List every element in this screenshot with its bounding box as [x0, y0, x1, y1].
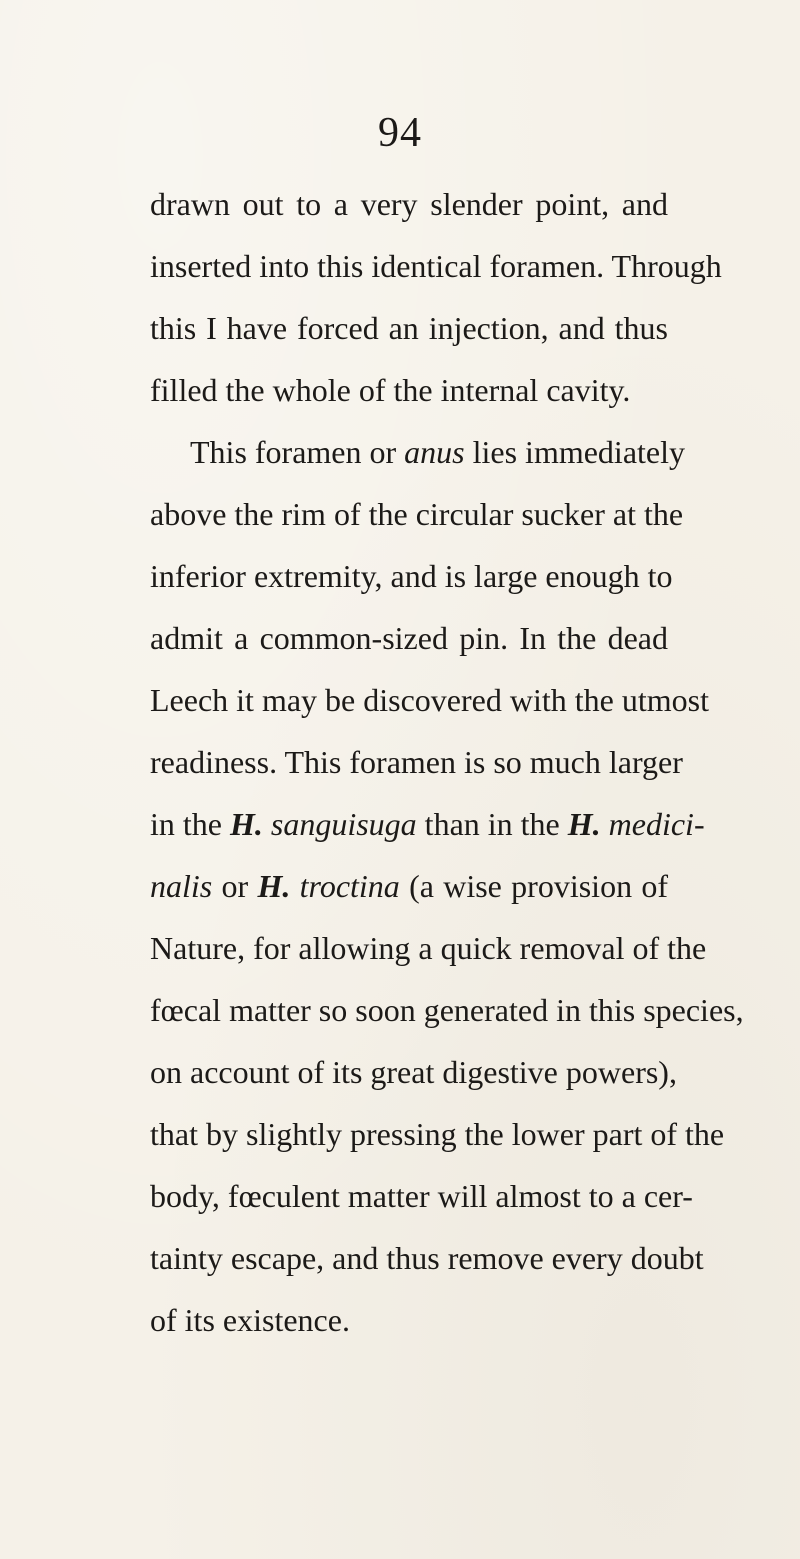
text-line: tainty escape, and thus remove every doubt [150, 1240, 704, 1276]
text-line: that by slightly pressing the lower part of the [150, 1116, 725, 1152]
body-text [150, 178, 744, 1356]
text-line: above the rim of the circular sucker at the [150, 496, 684, 532]
text-run [290, 868, 299, 904]
text-line: drawn out to a very slender point, and [150, 186, 668, 222]
text-run: in the [150, 806, 230, 842]
text-run: than in the [416, 806, 568, 842]
text-line: Nature, for allowing a quick removal of the [150, 930, 707, 966]
text-run: or [212, 868, 258, 904]
text-line: on account of its great digestive powers), [150, 1054, 677, 1090]
text-run: This foramen or [190, 434, 405, 470]
text-line [150, 798, 705, 860]
text-line: readiness. This foramen is so much larger [150, 744, 683, 780]
text-line: of its existence. [150, 1302, 350, 1338]
italic-term: medici- [608, 806, 705, 842]
text-line [150, 426, 685, 488]
text-line: Leech it may be discovered with the utmost [150, 682, 709, 718]
page-number: 94 [378, 110, 422, 156]
text-line: inferior extremity, and is large enough to [150, 558, 673, 594]
italic-term: troctina [299, 868, 400, 904]
text-line: admit a common-sized pin. In the dead [150, 620, 668, 656]
text-line: filled the whole of the internal cavity. [150, 372, 631, 408]
italic-term: H. [567, 806, 601, 842]
text-line: body, fœculent matter will almost to a cer- [150, 1178, 693, 1214]
text-run [601, 806, 609, 842]
text-run: (a wise provision of [399, 868, 669, 904]
italic-term: H. [257, 868, 291, 904]
italic-term: H. [229, 806, 263, 842]
text-line: this I have forced an injection, and thus [150, 310, 668, 346]
italic-term: anus [404, 434, 465, 470]
text-line [150, 860, 668, 922]
text-line: inserted into this identical foramen. Through [150, 248, 722, 284]
italic-term: sanguisuga [270, 806, 417, 842]
text-run: lies immediately [464, 434, 685, 470]
text-line: fœcal matter so soon generated in this species, [150, 992, 744, 1028]
italic-term: nalis [150, 868, 213, 904]
text-run [263, 806, 271, 842]
